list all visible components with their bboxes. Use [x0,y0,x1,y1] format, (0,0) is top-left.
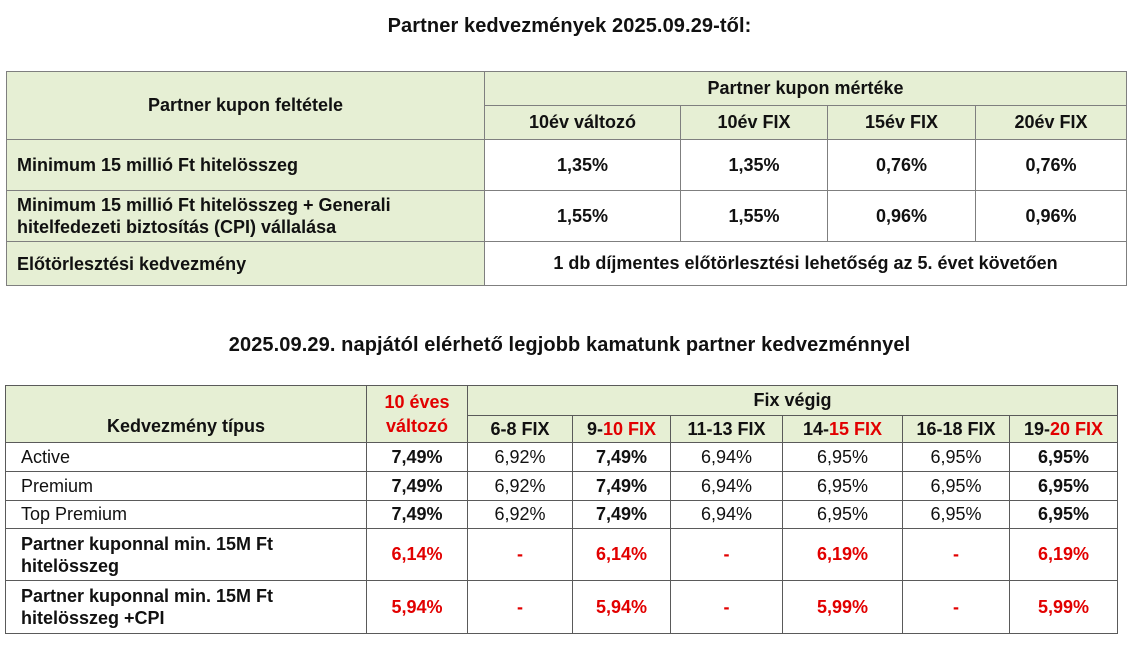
row-label: Partner kuponnal min. 15M Ft hitelösszeg [6,529,367,581]
fix-period-header: 19-20 FIX [1010,416,1118,443]
row-label: Premium [6,472,367,501]
table-cell: 0,96% [976,191,1127,242]
table-cell: 5,94% [367,581,468,634]
table-cell: - [468,529,573,581]
condition-header: Partner kupon feltétele [7,72,485,140]
best-rates-table [5,385,1118,634]
table-cell: - [903,581,1010,634]
table-cell: - [671,529,783,581]
table-row [6,581,1118,634]
table-cell: 7,49% [573,472,671,501]
table-header-row [6,386,1118,416]
table-cell: 5,99% [1010,581,1118,634]
table-cell: 6,95% [903,443,1010,472]
table-cell: - [671,581,783,634]
table-row [6,529,1118,581]
table-cell: 6,92% [468,472,573,501]
page-title: Partner kedvezmények 2025.09.29-től: [387,15,752,37]
table-cell: 6,92% [468,501,573,529]
table-cell: 6,94% [671,443,783,472]
table-cell: 7,49% [367,501,468,529]
table-cell: 1,55% [485,191,681,242]
table-row [7,140,1127,191]
section-title: 2025.09.29. napjától elérhető legjobb kamatunk partner kedvezménnyel [228,334,911,356]
coupon-rate-header: Partner kupon mértéke [485,72,1127,106]
fix-period-header: 9-10 FIX [573,416,671,443]
table-cell: 6,95% [903,472,1010,501]
table-header-row [7,72,1127,106]
table-row [7,191,1127,242]
table-cell: 6,94% [671,472,783,501]
table-cell: 0,76% [976,140,1127,191]
variable-rate-header: 10 éves változó [367,386,468,443]
fix-period-header: 16-18 FIX [903,416,1010,443]
table-row [7,242,1127,286]
table-cell: 6,95% [1010,472,1118,501]
fixed-until-end-header: Fix végig [468,386,1118,416]
table-cell: - [468,581,573,634]
table-cell: 6,95% [903,501,1010,529]
table-row [6,501,1118,529]
prepayment-benefit: 1 db díjmentes előtörlesztési lehetőség az 5. évet követően [485,242,1127,286]
table-cell: 1,35% [681,140,828,191]
table-cell: 7,49% [367,472,468,501]
table-cell: 6,92% [468,443,573,472]
table-cell: 1,35% [485,140,681,191]
table-cell: 5,99% [783,581,903,634]
table-cell: 7,49% [573,443,671,472]
row-label: Előtörlesztési kedvezmény [7,242,485,286]
table-cell: 6,95% [783,472,903,501]
row-label: Active [6,443,367,472]
table-row [6,443,1118,472]
row-label: Minimum 15 millió Ft hitelösszeg + Generali hitelfedezeti biztosítás (CPI) vállalása [7,191,485,242]
table-cell: 6,14% [367,529,468,581]
table-cell: 6,95% [1010,443,1118,472]
table-cell: 0,76% [828,140,976,191]
fix-period-header: 11-13 FIX [671,416,783,443]
column-header: 10év változó [485,106,681,140]
row-label: Top Premium [6,501,367,529]
column-header: 10év FIX [681,106,828,140]
discount-type-header: Kedvezmény típus [6,386,367,443]
table-cell: 7,49% [367,443,468,472]
table-cell: 6,19% [783,529,903,581]
table-cell: 1,55% [681,191,828,242]
table-cell: 6,19% [1010,529,1118,581]
fix-period-header: 6-8 FIX [468,416,573,443]
table-cell: 0,96% [828,191,976,242]
partner-discount-table [6,71,1127,286]
table-cell: 6,95% [1010,501,1118,529]
row-label: Minimum 15 millió Ft hitelösszeg [7,140,485,191]
table-cell: 6,95% [783,443,903,472]
table-cell: 6,95% [783,501,903,529]
fix-period-header: 14-15 FIX [783,416,903,443]
table-cell: 7,49% [573,501,671,529]
table-cell: 6,14% [573,529,671,581]
table-cell: 6,94% [671,501,783,529]
column-header: 15év FIX [828,106,976,140]
column-header: 20év FIX [976,106,1127,140]
table-cell: 5,94% [573,581,671,634]
table-cell: - [903,529,1010,581]
row-label: Partner kuponnal min. 15M Ft hitelösszeg +CPI [6,581,367,634]
table-row [6,472,1118,501]
